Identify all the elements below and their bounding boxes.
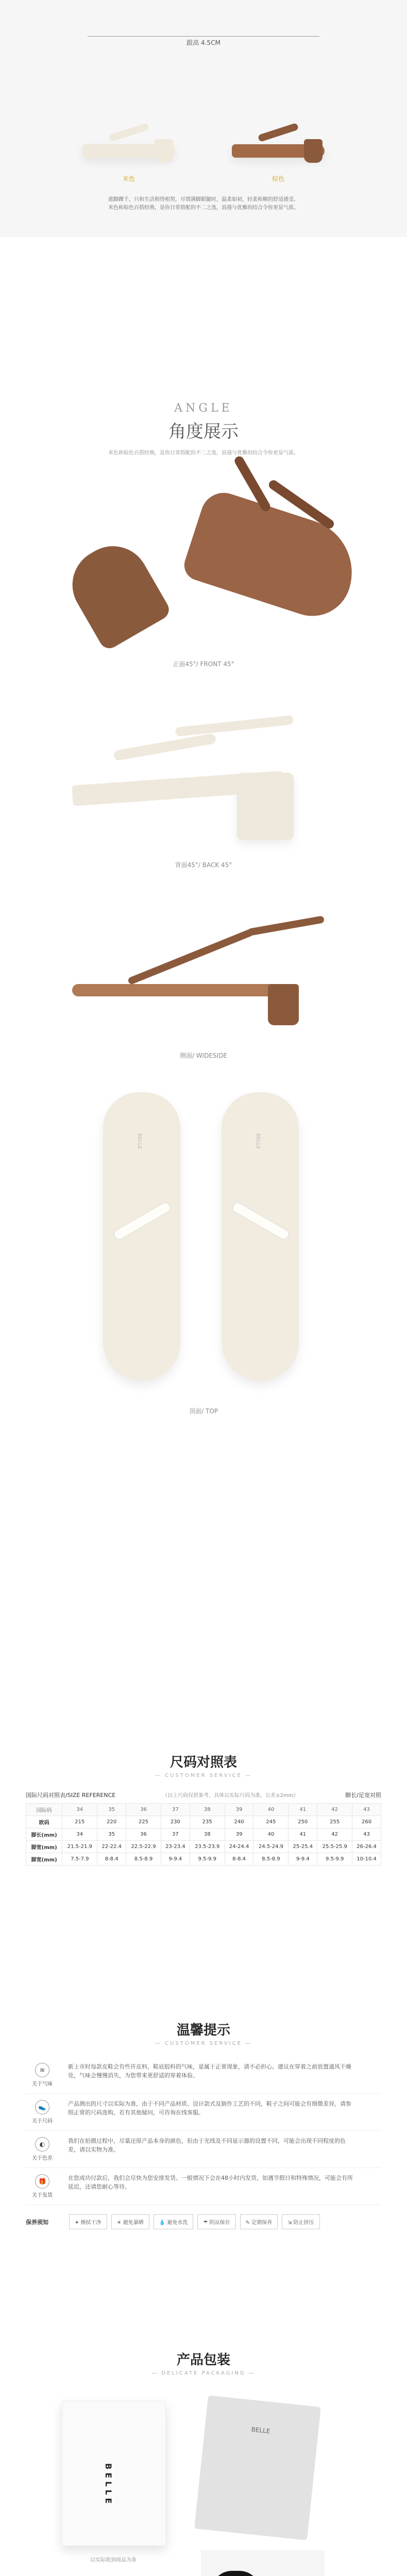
side-sole (72, 984, 299, 996)
size-cell: 8-8.4 (225, 1853, 253, 1866)
care-label: 保养须知 (26, 2218, 48, 2226)
size-header-cell: 38 (190, 1804, 225, 1816)
size-header-cell: 36 (126, 1804, 161, 1816)
size-cell: 42 (317, 1828, 352, 1841)
front-sole-image (59, 533, 173, 652)
size-header-cell: 40 (253, 1804, 289, 1816)
side-view (62, 907, 350, 1030)
size-cell: 24-24.4 (225, 1841, 253, 1853)
size-row-label: 欧码 (26, 1816, 62, 1828)
tip-label: 关于色差 (32, 2156, 53, 2161)
tip-text: 新上市时每款皮鞋会有些许皮料，鞋底胶料的气味，是属于正常现象，请不必担心。建议在穿着之前放置通风干燥处，气味会慢慢消失，为您带来更舒适的穿着体验。 (68, 2063, 351, 2079)
tip-row (26, 2057, 381, 2094)
sun-icon: ☀ (116, 2220, 123, 2226)
top-left-brand: BELLE (137, 1133, 142, 1149)
size-header-label: 国际码 (26, 1804, 62, 1816)
size-cell: 220 (97, 1816, 126, 1828)
tip-icon-wrap (26, 2063, 59, 2087)
size-cell: 22-22.4 (97, 1841, 126, 1853)
brown-heel (304, 139, 323, 163)
loafer-left (211, 2571, 260, 2576)
brush-icon: ✎ (245, 2220, 252, 2226)
size-cell: 24.5-24.9 (253, 1841, 289, 1853)
size-cell: 9-9.4 (161, 1853, 190, 1866)
shoe-bag (194, 2395, 321, 2540)
height-label: 跟高 4.5CM (186, 39, 221, 46)
size-cell: 230 (161, 1816, 190, 1828)
ref-header-note: （以上尺码仅供参考，具体以实际尺码为准，公差±2mm） (162, 1793, 299, 1799)
care-label-text: 避免水洗 (167, 2220, 188, 2226)
size-chart-title: 尺码对照表 (169, 1755, 237, 1770)
height-line (88, 36, 319, 37)
size-header-cell: 43 (352, 1804, 381, 1816)
size-cell: 25-25.4 (289, 1841, 317, 1853)
size-cell: 41 (289, 1828, 317, 1841)
size-cell: 8.5-8.9 (126, 1853, 161, 1866)
size-cell: 225 (126, 1816, 161, 1828)
size-cell: 215 (62, 1816, 97, 1828)
shade-icon: ☂ (203, 2220, 210, 2226)
ref-header-left: 国际尺码对照表/SIZE REFERENCE (26, 1792, 116, 1799)
beige-heel (155, 139, 173, 163)
package-box-brand: BELLE (104, 2463, 113, 2507)
care-label-text: 防止挤压 (293, 2220, 314, 2226)
water-icon: 💧 (159, 2220, 167, 2226)
ref-header-right: 脚长/足宽对照 (345, 1792, 381, 1799)
size-chart-subtitle: — CUSTOMER SERVICE — (155, 1773, 252, 1778)
size-cell: 26-26.4 (352, 1841, 381, 1853)
tip-icon-wrap (26, 2137, 59, 2161)
size-header-cell: 37 (161, 1804, 190, 1816)
table-row (26, 1828, 381, 1841)
care-item (154, 2214, 194, 2229)
size-cell: 39 (225, 1828, 253, 1841)
packaging-section (0, 2344, 407, 2576)
fold-icon: ⇲ (287, 2220, 294, 2226)
angle-title-en: ANGLE (174, 402, 233, 415)
gift-icon: 🎁 (35, 2174, 49, 2189)
tips-title: 温馨提示 (176, 2023, 230, 2038)
care-label-text: 擦拭干净 (80, 2220, 101, 2226)
size-cell: 9-9.4 (289, 1853, 317, 1866)
size-header-cell: 39 (225, 1804, 253, 1816)
front-shoe-body (180, 487, 366, 626)
back-view (72, 701, 340, 850)
size-cell: 40 (253, 1828, 289, 1841)
back-caption: 背面45°/ BACK 45° (175, 861, 232, 869)
size-cell: 10-10.4 (352, 1853, 381, 1866)
shoe-icon: 👟 (35, 2100, 49, 2114)
size-row-label: 脚宽(mm) (26, 1853, 62, 1866)
size-cell: 8-8.4 (97, 1853, 126, 1866)
front-caption: 正面45°/ FRONT 45° (173, 660, 234, 668)
size-cell: 22.5-22.9 (126, 1841, 161, 1853)
size-cell: 23-23.4 (161, 1841, 190, 1853)
packaging-subtitle: — DELICATE PACKAGING — (151, 2370, 256, 2376)
shoe-bag-brand: BELLE (251, 2426, 271, 2435)
tip-text: 产品测出的尺寸以实际为准，由于不同产品材质、设计款式及制作工艺的不同，鞋子之间可能会有细微差异，请参照正常的尺码选购，若有其他疑问，可咨询在线客服。 (68, 2100, 351, 2116)
tip-label: 关于发货 (32, 2193, 53, 2198)
back-strap-1 (113, 733, 216, 761)
size-cell: 38 (190, 1828, 225, 1841)
size-cell: 23.5-23.9 (190, 1841, 225, 1853)
air-icon: ≋ (35, 2063, 49, 2077)
size-header-cell: 35 (97, 1804, 126, 1816)
brown-shoe-thumb[interactable] (227, 118, 330, 165)
color-label-brown: 棕色 (272, 175, 284, 182)
table-row (26, 1841, 381, 1853)
tip-text: 我们在拍摄过程中，尽量还原产品本身的颜色，但由于光线及不同显示器的设置不同，可能会出现不同程度的色差，请以实物为准。 (68, 2138, 346, 2153)
side-strap-2 (247, 916, 325, 936)
size-table (26, 1803, 381, 1866)
care-item (197, 2214, 235, 2229)
side-heel (268, 984, 299, 1025)
size-cell: 7.5-7.9 (62, 1853, 97, 1866)
size-cell: 34 (62, 1828, 97, 1841)
size-chart-section (0, 1741, 407, 2009)
size-cell: 235 (190, 1816, 225, 1828)
size-cell: 9.5-9.9 (317, 1853, 352, 1866)
size-cell: 25.5-25.9 (317, 1841, 352, 1853)
care-item (240, 2214, 278, 2229)
care-icons (67, 2212, 322, 2231)
size-cell: 43 (352, 1828, 381, 1841)
size-cell: 240 (225, 1816, 253, 1828)
brown-strap (258, 123, 299, 142)
loafer-photo (201, 2550, 325, 2576)
size-header-row (26, 1804, 381, 1816)
care-label-text: 定期保养 (251, 2220, 273, 2226)
size-cell: 260 (352, 1816, 381, 1828)
size-header-cell: 41 (289, 1804, 317, 1816)
dryer-icon: ◐ (35, 2137, 49, 2151)
packaging-title: 产品包装 (176, 2352, 230, 2368)
care-label-text: 避免暴晒 (123, 2220, 144, 2226)
tip-row (26, 2094, 381, 2131)
angle-section (0, 237, 407, 1680)
angle-subtitle: 米色和棕色百搭经典，是你日常搭配的不二之选，浪漫与优雅的结合令你更显气质。 (108, 450, 299, 456)
size-cell: 35 (97, 1828, 126, 1841)
tip-icon-wrap (26, 2174, 59, 2198)
top-color-section (0, 0, 407, 237)
size-chart-ref-header (26, 1791, 381, 1799)
side-strap-1 (127, 928, 254, 985)
care-item (282, 2214, 320, 2229)
size-cell: 21.5-21.9 (62, 1841, 97, 1853)
care-label-text: 阴凉保存 (209, 2220, 230, 2226)
intro-text-1: 遮脚踝千，只和生活相得相契，尽情满脚跟腿时，温柔如初，轻柔和顺的舒适感受。 (108, 197, 299, 202)
table-row (26, 1816, 381, 1828)
wipe-icon: ✦ (75, 2220, 81, 2226)
tips-subtitle: — CUSTOMER SERVICE — (155, 2041, 252, 2046)
back-strap-2 (175, 715, 294, 737)
tip-label: 关于气味 (32, 2081, 53, 2087)
color-label-beige: 米色 (122, 175, 135, 182)
intro-text-2: 米色和棕色百搭经典，是你日常搭配的不二之选，浪漫与优雅的结合令你更显气质。 (108, 205, 299, 211)
top-right-brand: BELLE (255, 1133, 261, 1149)
box-caption: 以实际收到商品为准 (90, 2557, 137, 2563)
tip-label: 关于尺码 (32, 2119, 53, 2124)
package-box (62, 2401, 166, 2546)
tip-icon-wrap (26, 2100, 59, 2124)
size-row-label: 脚宽(mm) (26, 1841, 62, 1853)
height-indicator (88, 31, 319, 46)
size-cell: 8.5-8.9 (253, 1853, 289, 1866)
size-cell: 9.5-9.9 (190, 1853, 225, 1866)
table-row (26, 1853, 381, 1866)
beige-strap (108, 123, 149, 142)
size-row-label: 脚长(mm) (26, 1828, 62, 1841)
tip-text: 在您成功付款后，我们会尽快为您安排发货。一般情况下会在48小时内发货，如遇节假日和特殊情况，可能会有所延迟，还请您耐心等待。 (68, 2175, 353, 2190)
tip-row (26, 2168, 381, 2205)
tip-row (26, 2131, 381, 2168)
top-caption: 顶面/ TOP (189, 1408, 218, 1415)
size-cell: 245 (253, 1816, 289, 1828)
top-view (93, 1087, 314, 1396)
care-row (26, 2212, 381, 2231)
angle-title-cn: 角度展示 (168, 421, 239, 442)
beige-shoe-thumb[interactable] (77, 118, 180, 165)
intro-text (46, 196, 361, 212)
size-cell: 250 (289, 1816, 317, 1828)
size-cell: 36 (126, 1828, 161, 1841)
size-cell: 255 (317, 1816, 352, 1828)
tips-section (0, 2009, 407, 2344)
tips-list (26, 2057, 381, 2205)
side-caption: 侧面/ WIDESIDE (179, 1052, 228, 1059)
size-cell: 37 (161, 1828, 190, 1841)
size-header-cell: 42 (317, 1804, 352, 1816)
size-header-cell: 34 (62, 1804, 97, 1816)
care-item (111, 2214, 149, 2229)
care-item (69, 2214, 107, 2229)
front-view (57, 464, 366, 649)
